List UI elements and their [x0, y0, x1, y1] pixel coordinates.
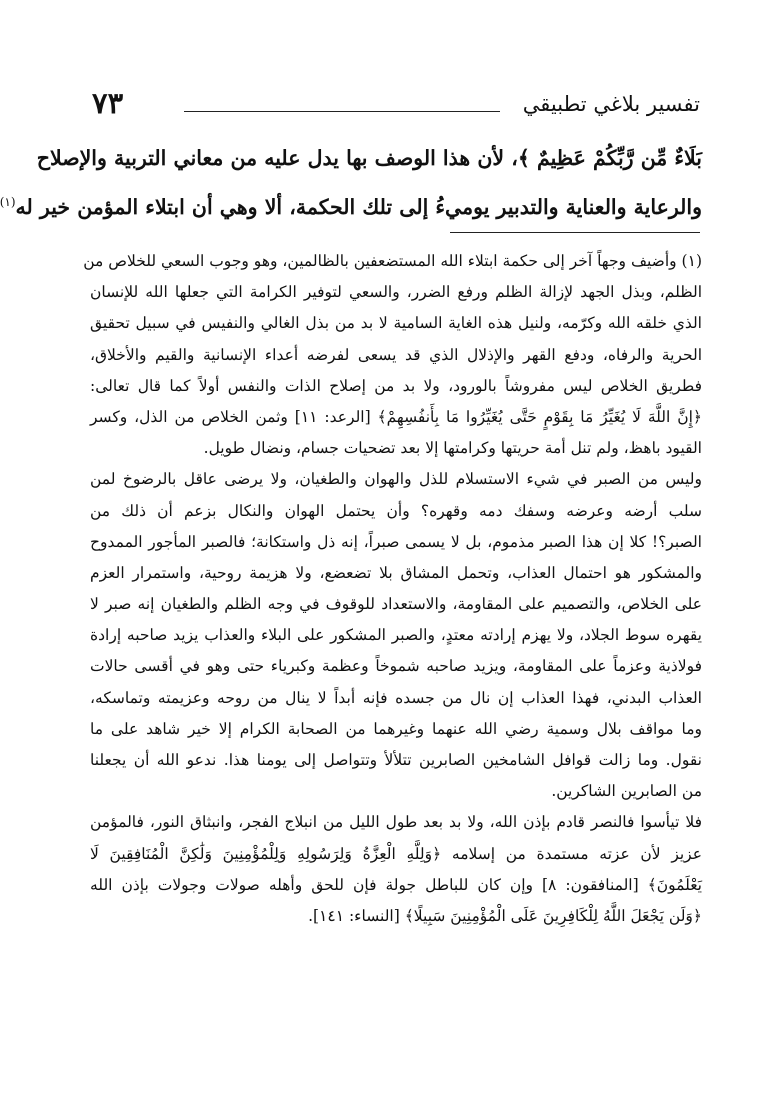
main-line	[0, 180, 702, 229]
main-line	[36, 136, 702, 180]
footnote-line: الصبر؟! كلا إن هذا الصبر مذموم، بل لا يسمى صبراً، إنه ذل واستكانة؛ فالصبر المأجور الممدوح	[90, 532, 702, 551]
main-line-text: والرعاية والعناية والتدبير يوميءُ إلى تلك الحكمة، ألا وهي أن ابتلاء المؤمن خير له	[15, 194, 702, 219]
footnote-line: سلب أرضه وعرضه وسفك دمه وقهره؟ وأن يحتمل الهوان والنكال بزعم أن ذلك من	[90, 501, 702, 520]
footnote-line: القيود باهظ، ولم تنل أمة حريتها وكرامتها إلا بعد تضحيات جسام، ونضال طويل.	[203, 439, 702, 458]
footnote-line: (١) وأضيف وجهاً آخر إلى حكمة ابتلاء الله المستضعفين بالظالمين، وهو وجوب السعي للخلاص من	[83, 252, 702, 270]
footnote-line: فطريق الخلاص ليس مفروشاً بالورود، ولا بد من إصلاح الذات والنفس أولاً كما قال تعالى:	[90, 376, 702, 395]
footnote-line: على الخلاص، والتصميم على المقاومة، والاستعداد للوقوف في وجه الظلم والطغيان إنه صبر لا	[90, 595, 702, 614]
footnote-line: الحرية والرفاه، ودفع القهر والإذلال الذي قد يسعى لفرضه أعداء الإنسانية والقيم والأخلاق،	[90, 345, 702, 364]
page-number: ٧٣	[92, 86, 124, 120]
footnote-line: وما مواقف بلال وسمية رضي الله عنهما وغيرهما من الصحابة الكرام إلا خير شاهد على ما	[90, 719, 702, 738]
footnote-line: من الصابرين الشاكرين.	[551, 782, 702, 801]
footnote-line: الذي خلقه الله وكرّمه، ولنيل هذه الغاية السامية لا بد من بذل الغالي والنفيس في سبيل تحقيق	[90, 314, 702, 333]
footnote-line: نقول. وما زالت قوافل الشامخين الصابرين تتلألأ وتتواصل إلى يومنا هذا. ندعو الله أن يجعلنا	[90, 751, 702, 769]
page-header	[92, 86, 700, 120]
footnote-line: فلا تيأسوا فالنصر قادم بإذن الله، ولا بد بعد طول الليل من انبلاج الفجر، وانبثاق النور، فالمؤمن	[90, 813, 702, 832]
footnote-line: وليس من الصبر في شيء الاستسلام للذل والهوان والطغيان، ولا يرضى عاقل بالرضوخ لمن	[90, 470, 702, 489]
footnote-divider	[450, 232, 700, 233]
running-title: تفسير بلاغي تطبيقي	[522, 92, 700, 116]
main-line-text: بَلَاءٌ مِّن رَّبِّكُمْ عَظِيمٌ ﴾، لأن هذا الوصف بها يدل عليه من معاني التربية والإصلاح	[36, 146, 702, 170]
footnote-line: فولاذية وعزماً على المقاومة، ويزيد صاحبه شموخاً وعظمة وكبرياء حتى وهو في أقسى حالات	[90, 657, 702, 676]
footnote-line: ﴿وَلَن يَجْعَلَ اللَّهُ لِلْكَافِرِينَ عَلَى الْمُؤْمِنِينَ سَبِيلًا﴾ [النساء: ١٤١].	[308, 906, 702, 925]
footnote-line: عزيز لأن عزته مستمدة من إسلامه ﴿وَلِلَّهِ الْعِزَّةُ وَلِرَسُولِهِ وَلِلْمُؤْمِنِينَ وَلَٰكِنَّ الْمُنَافِقِينَ لَا	[90, 844, 702, 863]
footnote	[83, 246, 702, 932]
header-rule	[184, 111, 500, 112]
footnote-line: يَعْلَمُونَ﴾ [المنافقون: ٨] وإن كان للباطل جولة فإن للحق وأهله صولات وجولات بإذن الله	[90, 875, 702, 894]
footnote-line: الظلم، وبذل الجهد لإزالة الظلم ورفع الضرر، والسعي لتوفير الكرامة التي جعلها الله للإنسان	[90, 283, 702, 302]
footnote-line: العذاب البدني، فهذا العذاب إن نال من جسده فإنه أبداً لا ينال من روحه وعزيمته وتماسكه،	[90, 688, 702, 707]
main-text	[0, 136, 702, 229]
footnote-line: والمشكور هو احتمال العذاب، وتحمل المشاق بلا تضعضع، ولا هزيمة روحية، واستمرار العزم	[90, 563, 702, 582]
footnote-reference: (١)	[0, 195, 16, 209]
footnote-line: ﴿إِنَّ اللَّهَ لَا يُغَيِّرُ مَا بِقَوْمٍ حَتَّى يُغَيِّرُوا مَا بِأَنفُسِهِمْ﴾ [الرعد: ١١] وثمن الخلاص من الذل، وكسر	[90, 407, 702, 426]
footnote-line: يقهره سوط الجلاد، ولا يهزم إرادته معتدٍ، والصبر المشكور على البلاء والعذاب يزيد صاحبه إرادة	[90, 626, 702, 645]
